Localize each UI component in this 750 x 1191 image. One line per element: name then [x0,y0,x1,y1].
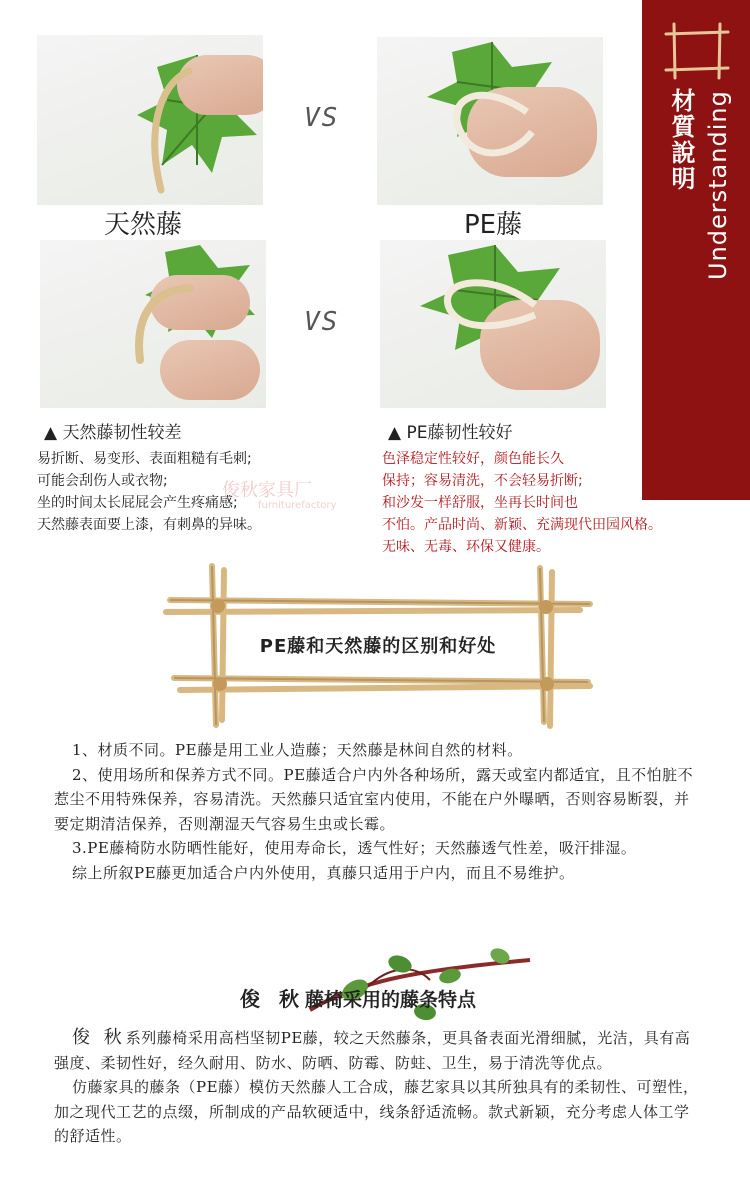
watermark-en: furniturefactory [258,500,337,511]
natural-desc-line: 坐的时间太长屁屁会产生疼痛感; [37,495,238,511]
vs-label-1: VS [304,103,340,133]
side-banner [642,0,750,500]
rattan-frame-icon [662,20,732,80]
natural-desc-line: 易折断、易变形、表面粗糙有毛刺; [37,451,252,467]
features-paragraph-2: 仿藤家具的藤条（PE藤）模仿天然藤人工合成，藤艺家具以其所独具有的柔韧性、可塑性，加之现代工艺的点缀，所制成的产品软硬适中，线条舒适流畅。款式新颖，充分考虑人体工学的舒适性。 [54,1078,699,1145]
pe-desc-line: 色泽稳定性较好，颜色能长久 [382,451,564,467]
pe-desc-line: 和沙发一样舒服，坐再长时间也 [382,495,578,511]
natural-rattan-photo-2 [40,240,266,408]
features-paragraph-1: 系列藤椅采用高档坚韧PE藤，较之天然藤条，更具备表面光滑细腻，光洁，具有高强度、柔韧性好，经久耐用、防水、防晒、防霉、防蛀、卫生，易于清洗等优点。 [54,1029,691,1072]
pe-strip [437,72,537,162]
difference-item: 1、材质不同。PE藤是用工业人造藤；天然藤是林间自然的材料。 [72,741,523,759]
watermark: 俊秋家具厂 [222,480,312,501]
brand-name: 俊 秋 [72,1027,126,1048]
features-title-text: 藤椅采用的藤条特点 [304,989,476,1011]
features-body [54,1026,699,1149]
pe-rattan-photo-1 [377,37,603,205]
pe-rattan-photo-2 [380,240,606,408]
natural-rattan-photo-1 [37,35,263,205]
banner-title: 材質說明 [667,88,695,192]
natural-desc-line: 天然藤表面要上漆，有刺鼻的异味。 [37,517,261,533]
differences-body [54,738,704,885]
pe-desc-line: 无味、无毒、环保又健康。 [382,539,550,555]
natural-rattan-label: 天然藤 [104,210,183,240]
difference-summary: 综上所叙PE藤更加适合户内外使用，真藤只适用于户内，而且不易维护。 [72,863,575,882]
differences-title: PE藤和天然藤的区别和好处 [259,636,497,657]
difference-item: 3.PE藤椅防水防晒性能好，使用寿命长，透气性好；天然藤透气性差，吸汗排湿。 [72,839,637,857]
difference-item: 2、使用场所和保养方式不同。PE藤适合户内外各种场所，露天或室内都适宜，且不怕脏不惹尘不用特殊保养，容易清洗。天然藤只适宜室内使用，不能在户外曝晒，否则容易断裂，并要定期清洁保养，否则潮湿天气容易生虫或长霉。 [54,765,694,833]
pe-rattan-caption: ▲ PE藤韧性较好 [388,423,513,443]
pe-strip [430,270,540,340]
rattan-strip [120,280,200,370]
pe-rattan-description [382,448,662,558]
natural-rattan-caption: ▲ 天然藤韧性较差 [44,423,182,443]
brand-name: 俊 秋 [240,987,305,1011]
rattan-strip [137,65,197,195]
features-title [240,983,540,1012]
pe-desc-line: 保持；容易清洗，不会轻易折断; [382,473,583,489]
vs-label-2: VS [304,307,340,337]
pe-desc-line: 不怕。产品时尚、新颖、充满现代田园风格。 [382,517,662,533]
banner-subtitle: Understanding [704,90,732,280]
natural-desc-line: 可能会刮伤人或衣物; [37,473,168,489]
pe-rattan-label: PE藤 [464,210,523,240]
